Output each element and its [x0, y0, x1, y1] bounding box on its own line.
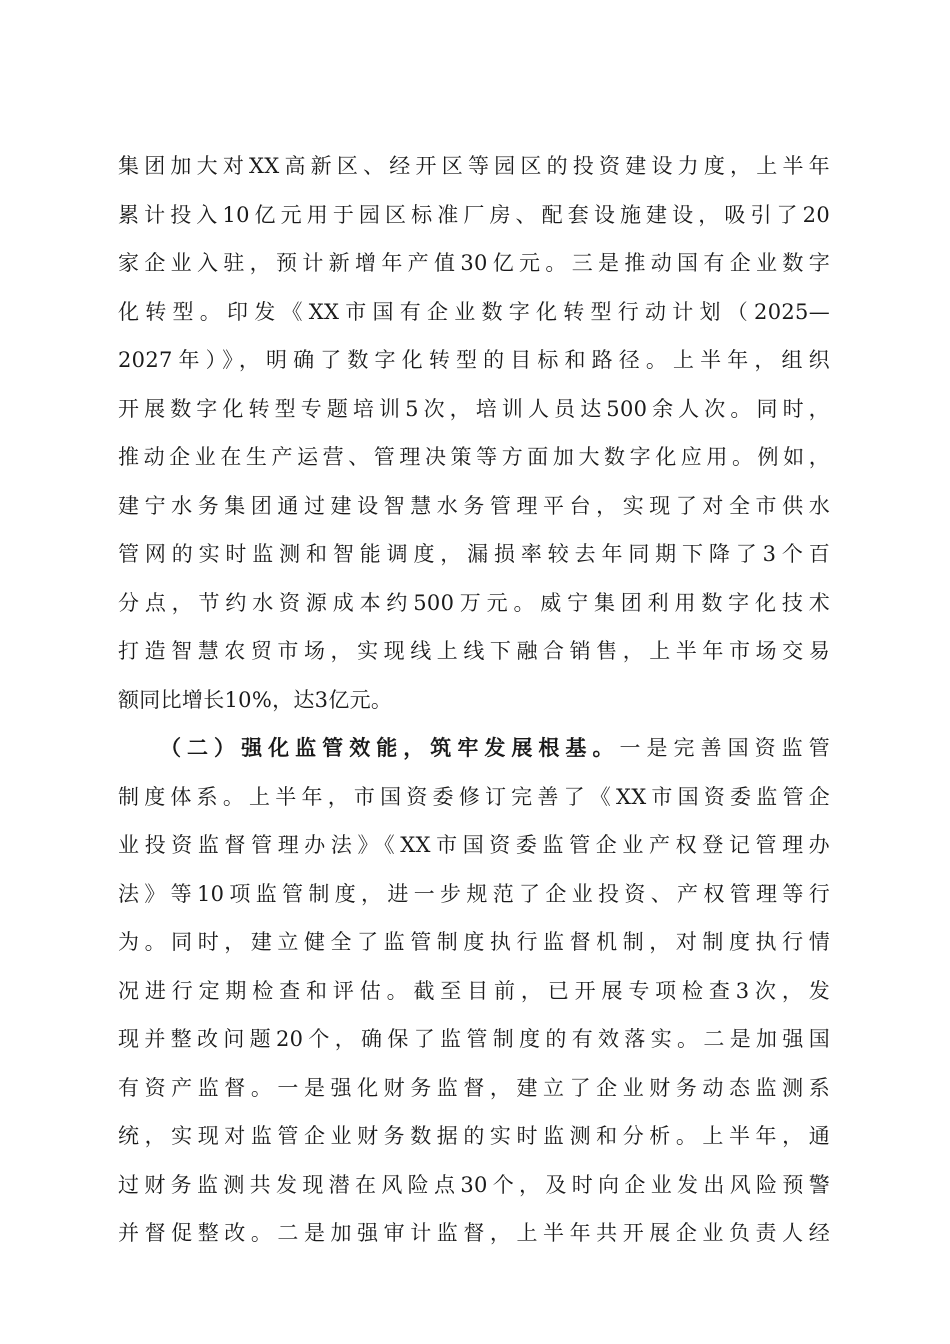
text-line: 况进行定期检查和评估。截至目前，已开展专项检查3次，发 — [118, 978, 830, 1003]
paragraph-2 — [118, 724, 830, 1258]
text-line: 统，实现对监管企业财务数据的实时监测和分析。上半年，通 — [118, 1124, 830, 1148]
text-line: 化转型。印发《XX市国有企业数字化转型行动计划（2025— — [118, 299, 830, 324]
text-line: 打造智慧农贸市场，实现线上线下融合销售，上半年市场交易 — [118, 639, 830, 663]
section-heading-rest: 一是完善国资监管 — [619, 736, 830, 760]
text-line: 并督促整改。二是加强审计监督，上半年共开展企业负责人经 — [118, 1221, 830, 1245]
text-line: 建宁水务集团通过建设智慧水务管理平台，实现了对全市供水 — [118, 493, 830, 518]
text-line: 家企业入驻，预计新增年产值30亿元。三是推动国有企业数字 — [118, 251, 830, 275]
text-line: 业投资监督管理办法》《XX市国资委监管企业产权登记管理办 — [118, 833, 830, 857]
text-line: 推动企业在生产运营、管理决策等方面加大数字化应用。例如， — [118, 445, 830, 469]
paragraph-1 — [118, 142, 830, 724]
text-line: 2027年）》，明确了数字化转型的目标和路径。上半年，组织 — [118, 348, 830, 372]
text-line: 过财务监测共发现潜在风险点30个，及时向企业发出风险预警 — [118, 1172, 830, 1197]
text-line: 法》等10项监管制度，进一步规范了企业投资、产权管理等行 — [118, 881, 830, 906]
text-line: 集团加大对XX高新区、经开区等园区的投资建设力度，上半年 — [118, 154, 830, 178]
text-line: 开展数字化转型专题培训5次，培训人员达500余人次。同时， — [118, 396, 830, 421]
text-line: 有资产监督。一是强化财务监督，建立了企业财务动态监测系 — [118, 1075, 830, 1100]
text-line: 管网的实时监测和智能调度，漏损率较去年同期下降了3个百 — [118, 542, 830, 566]
text-line: 现并整改问题20个，确保了监管制度的有效落实。二是加强国 — [118, 1027, 830, 1051]
text-line: 为。同时，建立健全了监管制度执行监督机制，对制度执行情 — [118, 930, 830, 954]
text-line: 额同比增长10%，达3亿元。 — [118, 687, 393, 712]
text-line: 制度体系。上半年，市国资委修订完善了《XX市国资委监管企 — [118, 784, 830, 809]
text-line: 累计投入10亿元用于园区标准厂房、配套设施建设，吸引了20 — [118, 202, 830, 227]
body-text — [118, 142, 830, 1258]
section-heading: （二）强化监管效能，筑牢发展根基。 — [160, 735, 620, 760]
section-heading-line — [118, 724, 830, 773]
text-line: 分点，节约水资源成本约500万元。威宁集团利用数字化技术 — [118, 590, 830, 615]
